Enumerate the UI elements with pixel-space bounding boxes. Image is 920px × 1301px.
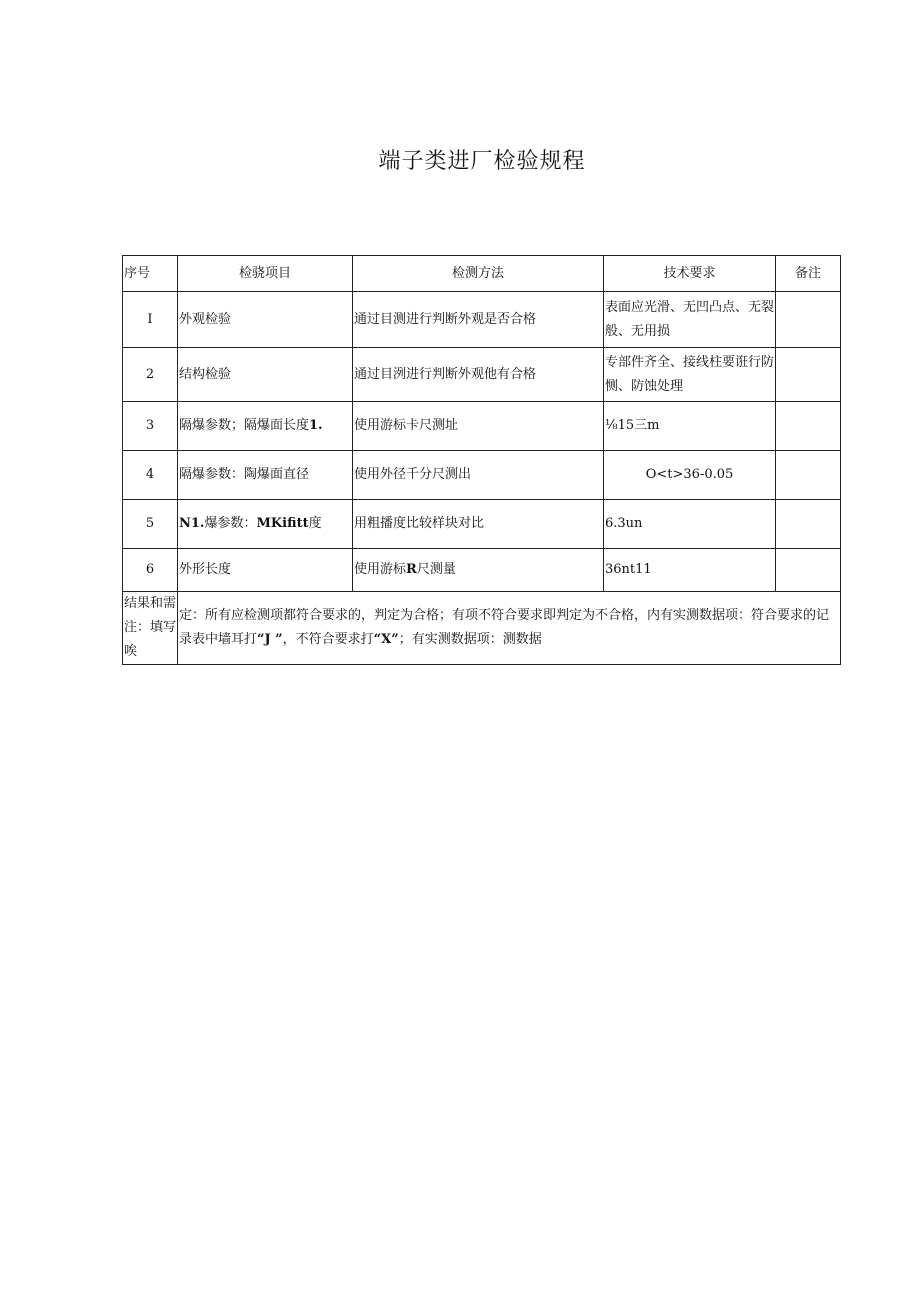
header-item: 检骁项目 [178,256,353,292]
inspection-table [122,255,841,665]
row-note [776,292,841,348]
row-item-suffix: 度 [308,516,322,531]
table-row [123,348,841,402]
row-item: 隔爆参数：陶爆面直径 [178,451,353,500]
row-item: 结构检验 [178,348,353,402]
row-method [353,549,604,592]
row-item [178,402,353,451]
row-item-text: 隔爆参数；隔爆面长度 [179,418,310,433]
table-footer-row [123,592,841,665]
row-method: 用粗播度比较样块对比 [353,500,604,549]
header-seq: 序号 [123,256,178,292]
row-item-prefix: N1. [179,516,205,531]
table-row [123,292,841,348]
row-item: 外形长度 [178,549,353,592]
footer-text-part2: ，不符合要求打 [282,632,374,647]
row-seq: 6 [123,549,178,592]
row-note [776,500,841,549]
row-item: 外观检验 [178,292,353,348]
row-requirement: 表面应光滑、无凹凸点、无裂般、无用损 [604,292,776,348]
row-method-bold: R [406,562,417,577]
row-note [776,348,841,402]
row-seq: 3 [123,402,178,451]
footer-mark-ok: “J ” [257,632,283,647]
table-row [123,549,841,592]
row-method: 使用外径千分尺测出 [353,451,604,500]
row-requirement: 专部件齐全、接线柱要诳行防恻、防蚀处理 [604,348,776,402]
row-note [776,451,841,500]
table-row [123,402,841,451]
footer-label: 结果和需注：填写唉 [123,592,178,665]
table-row [123,451,841,500]
table-row [123,500,841,549]
footer-text-part1: 定：所有应检测项都符合要求的，判定为合格；有项不符合要求即判定为不合格，内有实测数据项：符合要求的记录表中墙耳打 [179,608,830,647]
row-item-number: 1. [309,418,323,433]
row-method: 通过目洌进行判断外观他有合格 [353,348,604,402]
header-note: 备注 [776,256,841,292]
row-requirement: ⅛15三m [604,402,776,451]
table-header-row [123,256,841,292]
header-requirement: 技术要求 [604,256,776,292]
row-item [178,500,353,549]
row-note [776,549,841,592]
row-method: 使用游标卡尺测址 [353,402,604,451]
page-title: 端子类进厂检验规程 [378,149,586,174]
header-method: 检测方法 [353,256,604,292]
row-note [776,402,841,451]
row-requirement: 36nt11 [604,549,776,592]
footer-text-part3: ；有实测数据项：测数据 [398,632,542,647]
row-method-prefix: 使用游标 [354,562,407,577]
row-method-suffix: 尺测量 [416,562,456,577]
row-method: 通过目测进行判断外观是否合格 [353,292,604,348]
row-item-mid: 爆参数： [204,516,257,531]
row-seq: 5 [123,500,178,549]
row-seq: I [123,292,178,348]
row-item-bold: MKifitt [256,516,309,531]
row-seq: 2 [123,348,178,402]
row-requirement: O<t>36-0.05 [604,451,776,500]
footer-text [178,592,841,665]
footer-mark-ng: “X” [373,632,399,647]
row-requirement: 6.3un [604,500,776,549]
row-seq: 4 [123,451,178,500]
